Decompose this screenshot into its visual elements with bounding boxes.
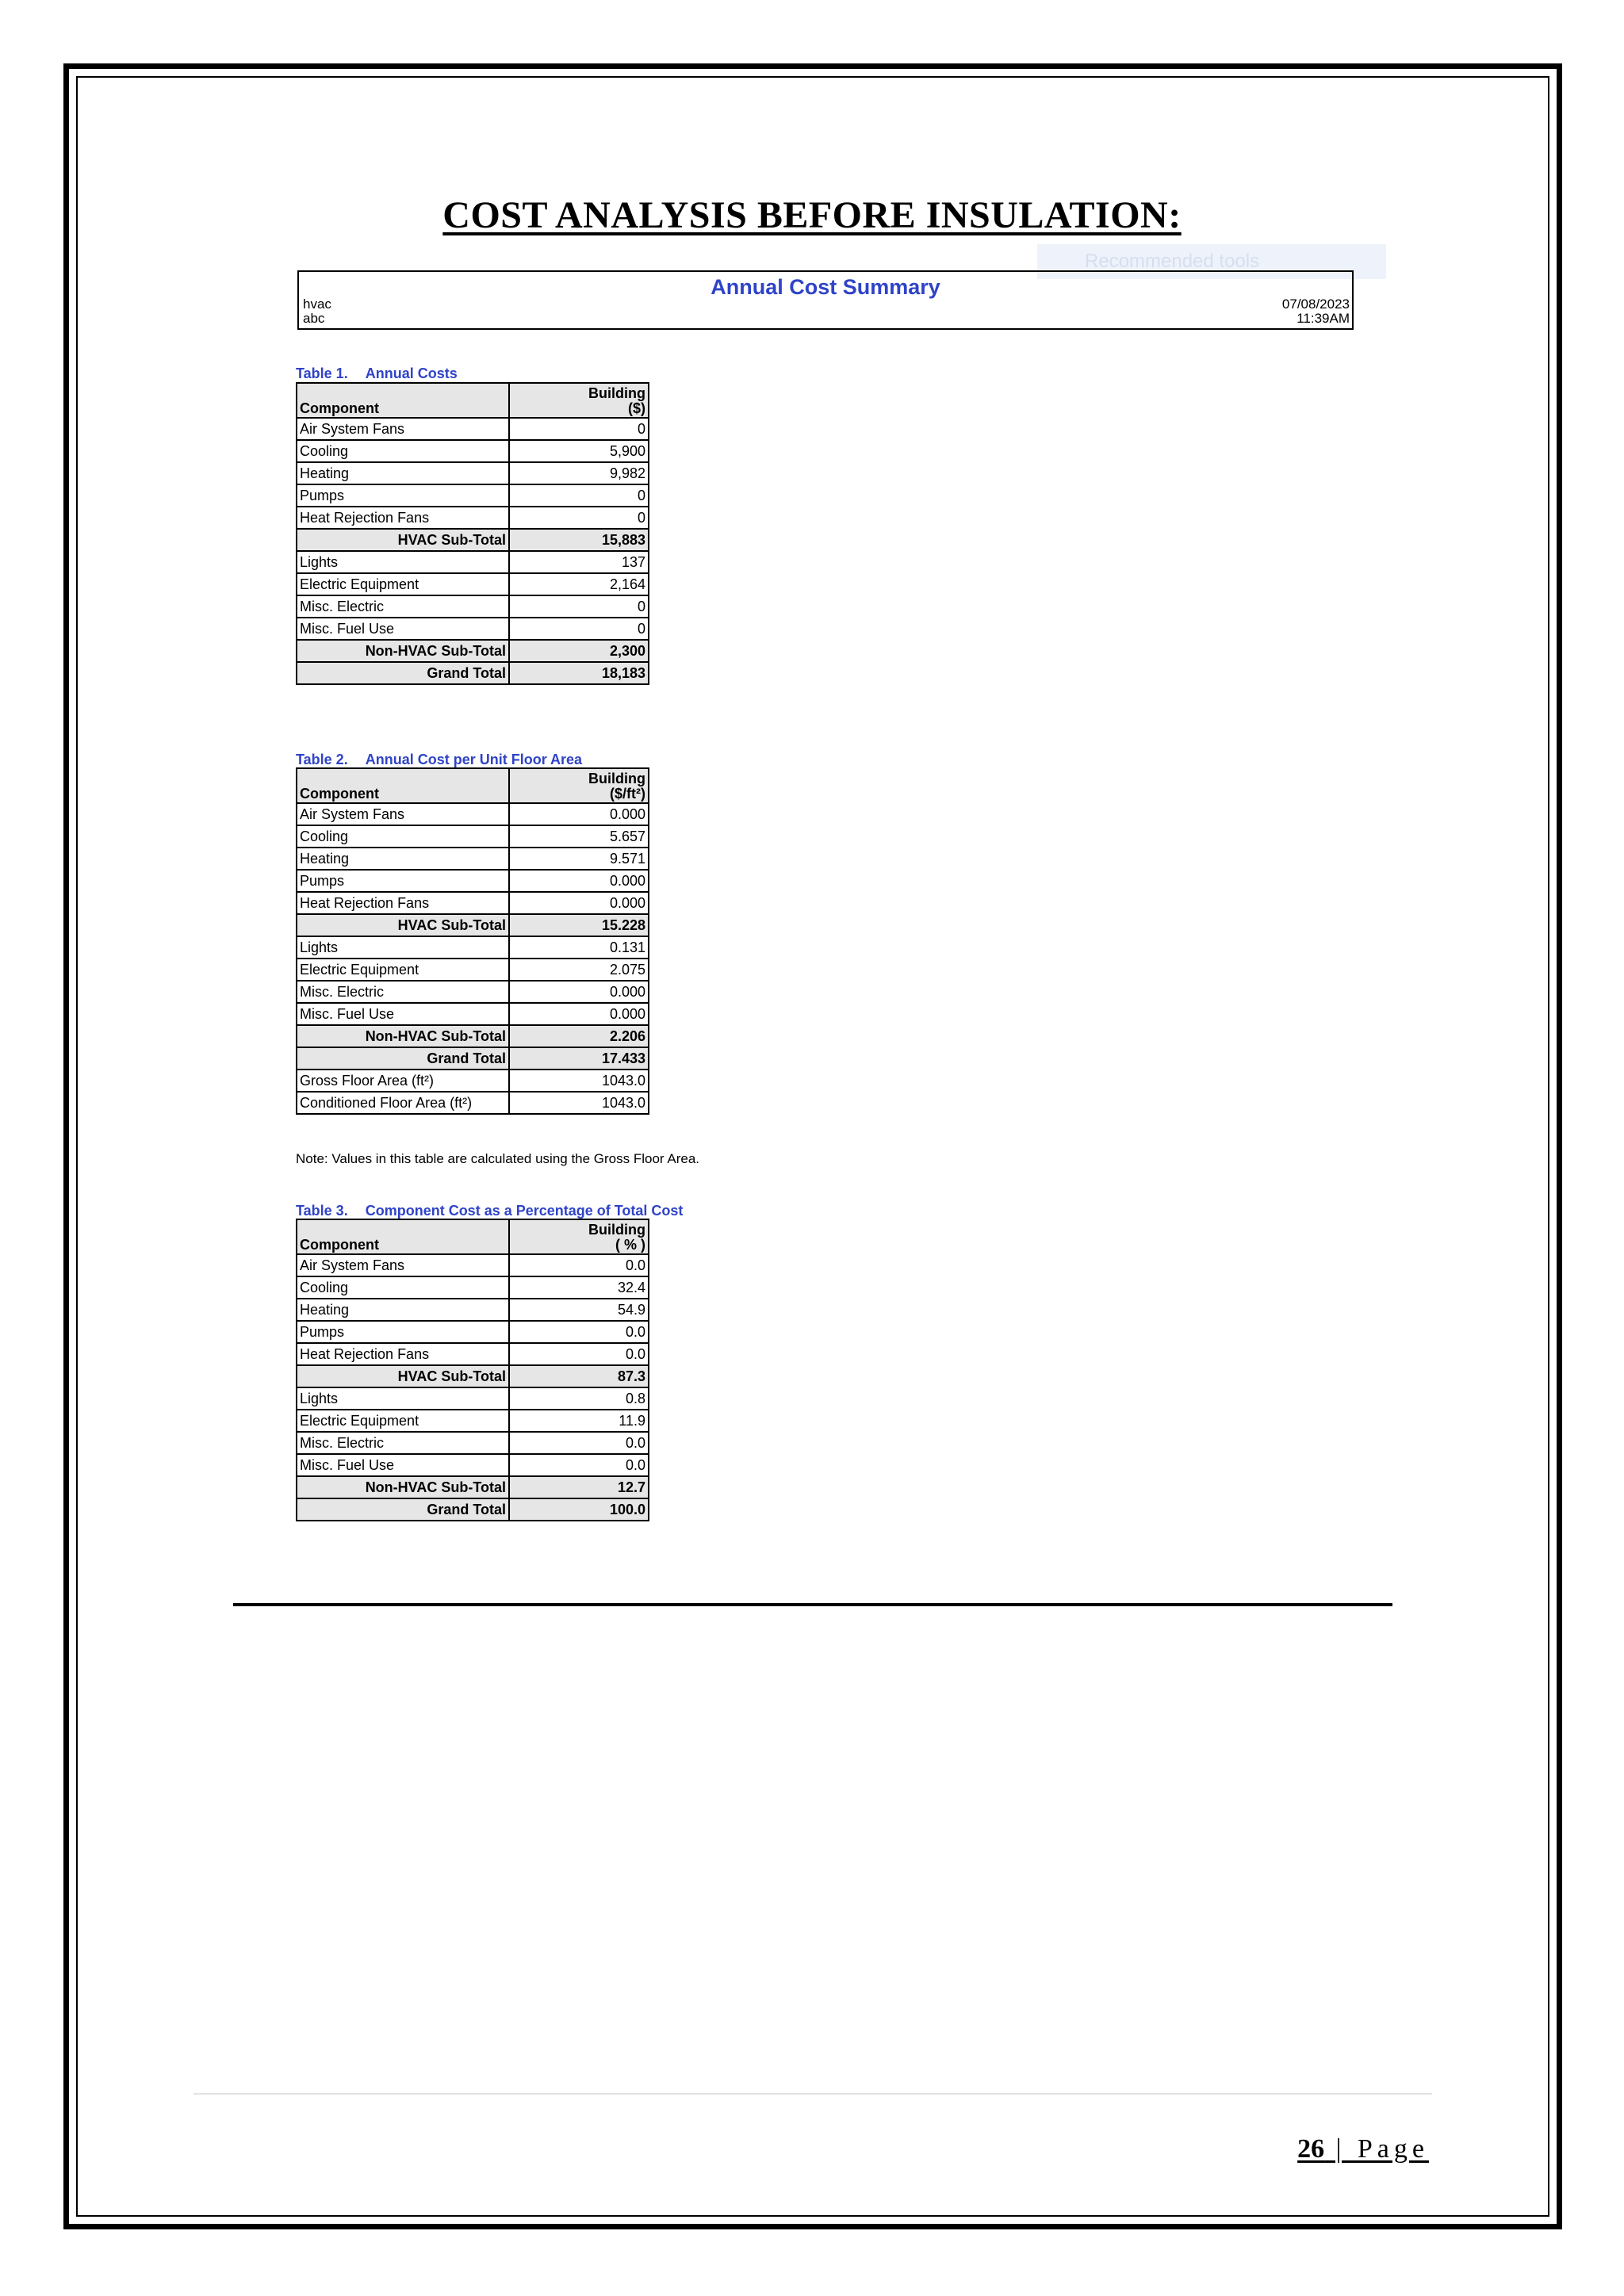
table-row xyxy=(297,1092,649,1114)
page-title: COST ANALYSIS BEFORE INSULATION: xyxy=(442,194,1182,236)
col-header-building-line2: ( % ) xyxy=(615,1236,645,1253)
table-row xyxy=(297,1047,649,1070)
row-value: 5.657 xyxy=(509,825,649,848)
report-prepared-by: abc xyxy=(303,311,325,326)
row-value: 32.4 xyxy=(509,1276,649,1299)
table-row xyxy=(297,1365,649,1387)
row-label: Pumps xyxy=(297,1321,509,1343)
table3-caption-num: Table 3. xyxy=(296,1203,348,1219)
row-value: 0.000 xyxy=(509,1003,649,1025)
row-label: HVAC Sub-Total xyxy=(297,529,509,551)
row-value: 0.0 xyxy=(509,1254,649,1276)
row-value: 0.000 xyxy=(509,981,649,1003)
row-label: Heating xyxy=(297,462,509,484)
row-label: Gross Floor Area (ft²) xyxy=(297,1070,509,1092)
row-value: 0.131 xyxy=(509,936,649,959)
row-label: Misc. Electric xyxy=(297,1432,509,1454)
row-value: 0 xyxy=(509,618,649,640)
table-row xyxy=(297,848,649,870)
table-header-row xyxy=(297,1219,649,1254)
table-row xyxy=(297,418,649,440)
table-row xyxy=(297,1410,649,1432)
table-row xyxy=(297,959,649,981)
row-label: Lights xyxy=(297,936,509,959)
table-row xyxy=(297,640,649,662)
report-date: 07/08/2023 xyxy=(1281,297,1350,312)
table-row xyxy=(297,936,649,959)
row-label: Pumps xyxy=(297,484,509,507)
table1-caption xyxy=(296,365,458,382)
table-row xyxy=(297,1343,649,1365)
col-header-building-line2: ($) xyxy=(628,400,645,416)
table-cost-per-area xyxy=(296,767,649,1115)
row-value: 0.8 xyxy=(509,1387,649,1410)
report-project: hvac xyxy=(303,297,331,312)
report-header xyxy=(297,270,1354,330)
page-number xyxy=(1297,2134,1429,2164)
row-label: Misc. Electric xyxy=(297,595,509,618)
row-value: 54.9 xyxy=(509,1299,649,1321)
row-value: 2,300 xyxy=(509,640,649,662)
table-row xyxy=(297,440,649,462)
row-value: 2.075 xyxy=(509,959,649,981)
table-row xyxy=(297,1498,649,1521)
row-value: 0.0 xyxy=(509,1432,649,1454)
row-value: 0 xyxy=(509,484,649,507)
table-row xyxy=(297,981,649,1003)
table-row xyxy=(297,1276,649,1299)
row-value: 1043.0 xyxy=(509,1070,649,1092)
page-number-value: 26 xyxy=(1297,2134,1325,2164)
row-label: Misc. Electric xyxy=(297,981,509,1003)
row-value: 100.0 xyxy=(509,1498,649,1521)
row-value: 12.7 xyxy=(509,1476,649,1498)
table1-caption-text: Annual Costs xyxy=(365,365,458,381)
table-header-row xyxy=(297,383,649,418)
row-label: HVAC Sub-Total xyxy=(297,914,509,936)
row-value: 15.228 xyxy=(509,914,649,936)
table-row xyxy=(297,595,649,618)
row-value: 0.000 xyxy=(509,803,649,825)
row-value: 0.0 xyxy=(509,1321,649,1343)
table-row xyxy=(297,1025,649,1047)
row-value: 9,982 xyxy=(509,462,649,484)
report-time: 11:39AM xyxy=(1297,311,1350,326)
col-header-component: Component xyxy=(297,1219,509,1254)
col-header-building xyxy=(509,383,649,418)
col-header-building-line1: Building xyxy=(588,385,645,402)
col-header-building-line1: Building xyxy=(588,1222,645,1238)
row-value: 5,900 xyxy=(509,440,649,462)
table3-caption-text: Component Cost as a Percentage of Total Cost xyxy=(365,1203,684,1219)
row-value: 11.9 xyxy=(509,1410,649,1432)
row-label: Heating xyxy=(297,848,509,870)
col-header-building xyxy=(509,1219,649,1254)
row-label: Cooling xyxy=(297,825,509,848)
row-label: Pumps xyxy=(297,870,509,892)
table-row xyxy=(297,803,649,825)
row-label: Electric Equipment xyxy=(297,573,509,595)
row-value: 0 xyxy=(509,507,649,529)
row-label: Lights xyxy=(297,1387,509,1410)
row-label: Electric Equipment xyxy=(297,1410,509,1432)
row-value: 0.000 xyxy=(509,892,649,914)
row-label: Air System Fans xyxy=(297,1254,509,1276)
row-value: 137 xyxy=(509,551,649,573)
row-value: 1043.0 xyxy=(509,1092,649,1114)
footer-divider xyxy=(193,2093,1432,2095)
table-row xyxy=(297,1387,649,1410)
table-row xyxy=(297,825,649,848)
table1-caption-num: Table 1. xyxy=(296,365,348,381)
row-value: 87.3 xyxy=(509,1365,649,1387)
table-row xyxy=(297,662,649,684)
table-row xyxy=(297,462,649,484)
table-row xyxy=(297,1254,649,1276)
row-value: 0.0 xyxy=(509,1343,649,1365)
table-row xyxy=(297,507,649,529)
row-value: 2,164 xyxy=(509,573,649,595)
table-row xyxy=(297,551,649,573)
row-label: Grand Total xyxy=(297,1047,509,1070)
row-label: Non-HVAC Sub-Total xyxy=(297,640,509,662)
row-label: Air System Fans xyxy=(297,803,509,825)
row-value: 17.433 xyxy=(509,1047,649,1070)
horizontal-rule xyxy=(233,1603,1392,1606)
table2-caption-num: Table 2. xyxy=(296,752,348,767)
faded-overlay-text: Recommended tools xyxy=(1037,244,1386,279)
table-header-row xyxy=(297,768,649,803)
row-label: Misc. Fuel Use xyxy=(297,618,509,640)
report-title: Annual Cost Summary xyxy=(710,275,940,299)
row-value: 18,183 xyxy=(509,662,649,684)
page-number-label: | Page xyxy=(1324,2134,1429,2164)
row-value: 0.0 xyxy=(509,1454,649,1476)
row-label: Heat Rejection Fans xyxy=(297,1343,509,1365)
table-row xyxy=(297,573,649,595)
table-row xyxy=(297,1476,649,1498)
row-label: Cooling xyxy=(297,440,509,462)
table-row xyxy=(297,1454,649,1476)
row-label: Grand Total xyxy=(297,1498,509,1521)
row-label: Misc. Fuel Use xyxy=(297,1003,509,1025)
table2-caption-text: Annual Cost per Unit Floor Area xyxy=(365,752,583,767)
table-row xyxy=(297,484,649,507)
table-row xyxy=(297,870,649,892)
table2-caption xyxy=(296,752,582,768)
table-row xyxy=(297,892,649,914)
table-row xyxy=(297,1432,649,1454)
row-value: 0 xyxy=(509,595,649,618)
row-label: Heat Rejection Fans xyxy=(297,892,509,914)
row-label: HVAC Sub-Total xyxy=(297,1365,509,1387)
col-header-building-line1: Building xyxy=(588,771,645,787)
table-row xyxy=(297,1321,649,1343)
col-header-building xyxy=(509,768,649,803)
row-value: 9.571 xyxy=(509,848,649,870)
row-label: Electric Equipment xyxy=(297,959,509,981)
table-annual-costs xyxy=(296,382,649,685)
row-label: Conditioned Floor Area (ft²) xyxy=(297,1092,509,1114)
table2-note: Note: Values in this table are calculated using the Gross Floor Area. xyxy=(296,1151,700,1166)
row-label: Non-HVAC Sub-Total xyxy=(297,1476,509,1498)
row-label: Non-HVAC Sub-Total xyxy=(297,1025,509,1047)
table-row xyxy=(297,914,649,936)
col-header-component: Component xyxy=(297,768,509,803)
table-row xyxy=(297,1070,649,1092)
table3-caption xyxy=(296,1203,683,1219)
table-row xyxy=(297,529,649,551)
row-label: Misc. Fuel Use xyxy=(297,1454,509,1476)
row-label: Air System Fans xyxy=(297,418,509,440)
row-label: Grand Total xyxy=(297,662,509,684)
table-cost-percentage xyxy=(296,1219,649,1521)
table-row xyxy=(297,1299,649,1321)
row-value: 15,883 xyxy=(509,529,649,551)
row-value: 0.000 xyxy=(509,870,649,892)
row-value: 0 xyxy=(509,418,649,440)
table-row xyxy=(297,618,649,640)
col-header-building-line2: ($/ft²) xyxy=(610,785,645,802)
row-label: Heat Rejection Fans xyxy=(297,507,509,529)
row-label: Heating xyxy=(297,1299,509,1321)
table-row xyxy=(297,1003,649,1025)
row-label: Cooling xyxy=(297,1276,509,1299)
row-value: 2.206 xyxy=(509,1025,649,1047)
row-label: Lights xyxy=(297,551,509,573)
col-header-component: Component xyxy=(297,383,509,418)
